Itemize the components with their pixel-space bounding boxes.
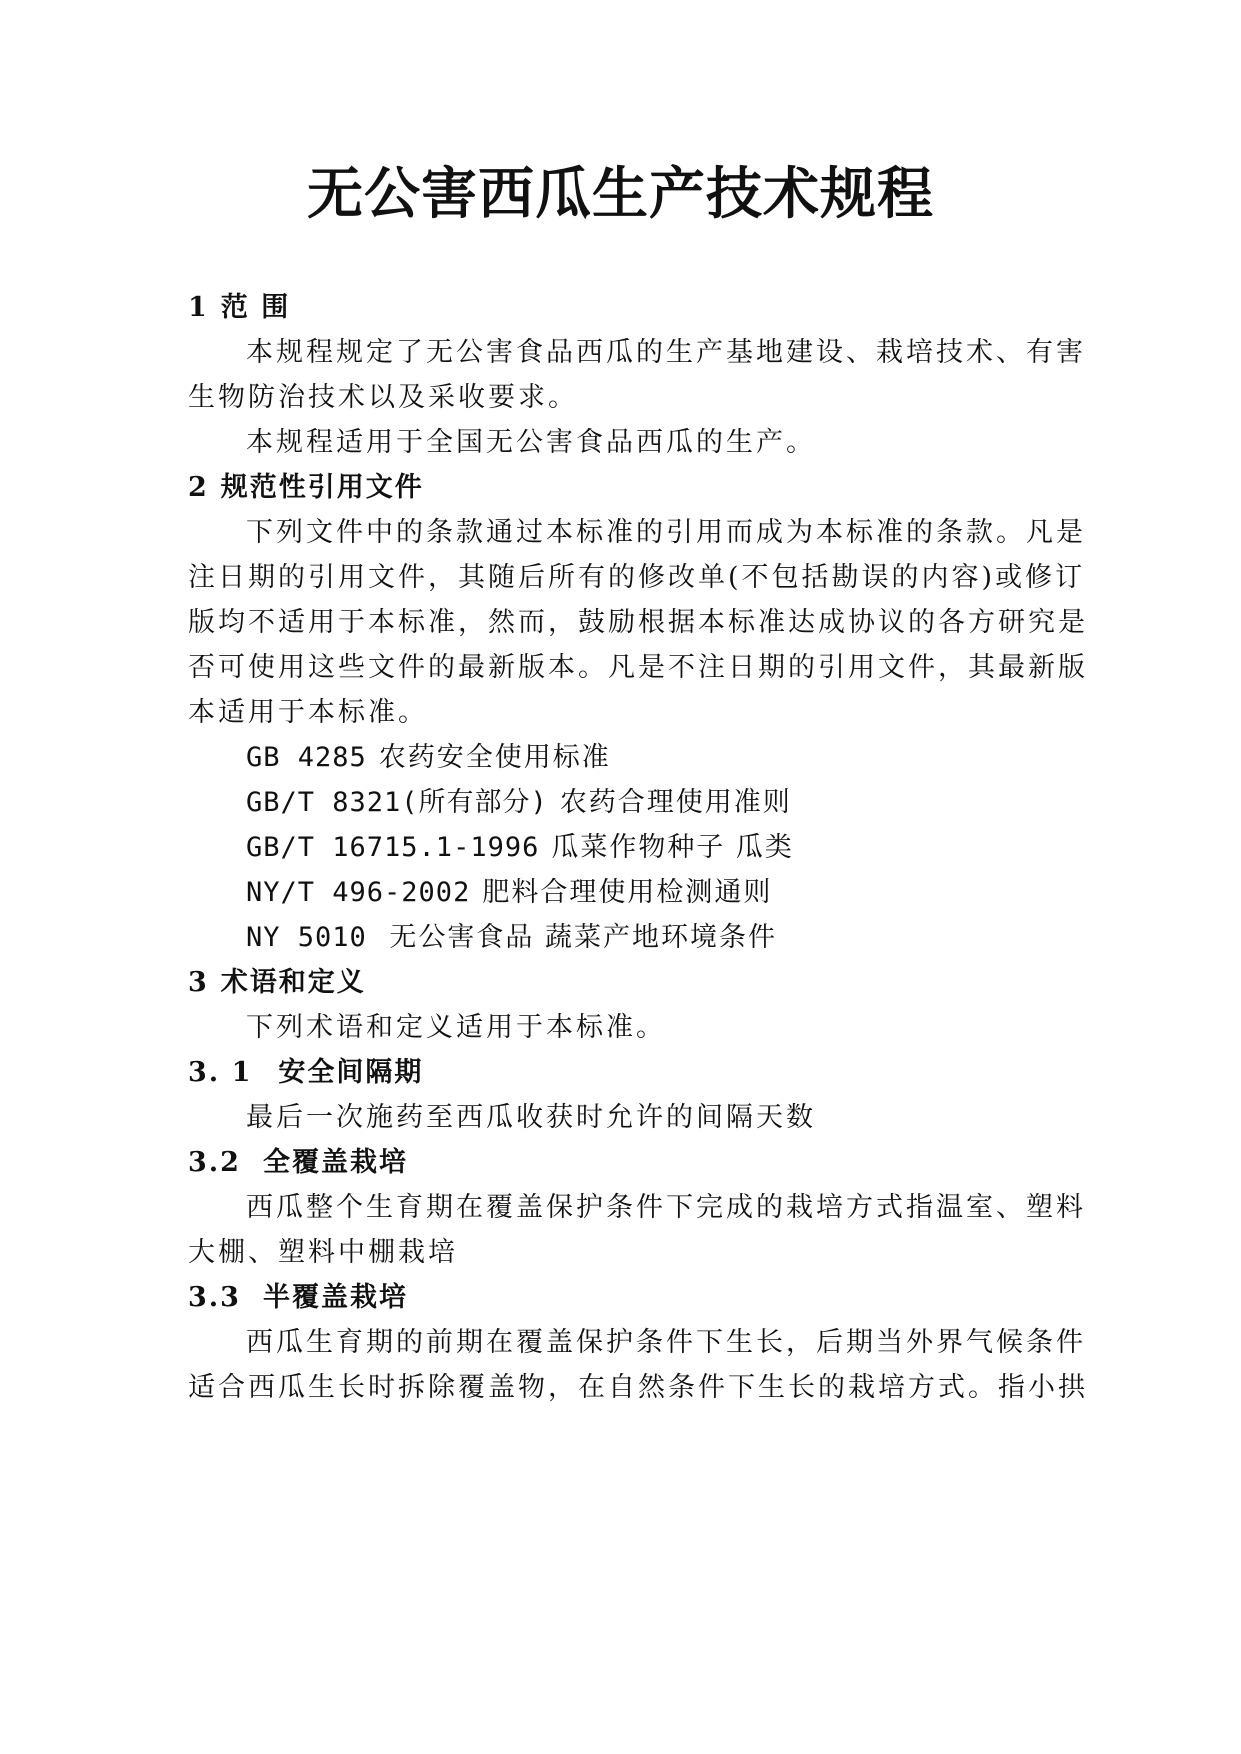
paragraph-line: 否可使用这些文件的最新版本。凡是不注日期的引用文件，其最新版 [188,652,1088,683]
reference-name: 农药合理使用准则 [559,787,792,818]
reference-name: 肥料合理使用检测通则 [482,877,773,908]
reference-item [246,918,1116,958]
subsection-number: 3. 1 [188,1057,253,1088]
paragraph-line: 适合西瓜生长时拆除覆盖物，在自然条件下生长的栽培方式。指小拱 [188,1372,1088,1403]
reference-item [246,783,1116,823]
document-title: 无公害西瓜生产技术规程 [307,162,934,227]
reference-name: 无公害食品 蔬菜产地环境条件 [378,922,777,953]
paragraph-line: 最后一次施药至西瓜收获时允许的间隔天数 [246,1102,816,1133]
section-2-heading [188,468,1058,508]
reference-item [246,738,1116,778]
section-3-heading [188,963,1058,1003]
section-1-heading [188,288,1058,328]
paragraph-line: 本规程适用于全国无公害食品西瓜的生产。 [246,427,816,458]
paragraph-line: 西瓜整个生育期在覆盖保护条件下完成的栽培方式指温室、塑料 [246,1192,1086,1223]
reference-item [246,873,1116,913]
reference-item [246,828,1116,868]
paragraph-line: 本规程规定了无公害食品西瓜的生产基地建设、栽培技术、有害 [246,337,1086,368]
subsection-title: 安全间隔期 [278,1057,424,1088]
paragraph-line: 版均不适用于本标准，然而，鼓励根据本标准达成协议的各方研究是 [188,607,1088,638]
section-title: 术语和定义 [220,967,366,998]
section-number: 3 [188,967,209,998]
paragraph-line: 西瓜生育期的前期在覆盖保护条件下生长，后期当外界气候条件 [246,1327,1086,1358]
subsection-3-2-heading [188,1143,1058,1183]
paragraph-line: 下列术语和定义适用于本标准。 [246,1012,666,1043]
section-number: 2 [188,472,209,503]
reference-code: GB 4285 [246,742,367,773]
reference-name: 瓜菜作物种子 瓜类 [551,832,794,863]
reference-code: GB/T 8321(所有部分) [246,787,548,818]
paragraph-line: 注日期的引用文件，其随后所有的修改单(不包括勘误的内容)或修订 [188,562,1086,593]
section-title: 规范性引用文件 [220,472,424,503]
subsection-title: 全覆盖栽培 [262,1147,408,1178]
reference-code: NY/T 496-2002 [246,877,471,908]
paragraph-line: 下列文件中的条款通过本标准的引用而成为本标准的条款。凡是 [246,517,1086,548]
paragraph-line: 本适用于本标准。 [188,697,428,728]
reference-code: GB/T 16715.1-1996 [246,832,540,863]
section-title: 范 围 [220,292,291,323]
subsection-3-3-heading [188,1278,1058,1318]
reference-name: 农药安全使用标准 [378,742,611,773]
subsection-number: 3.3 [188,1282,241,1313]
section-number: 1 [188,292,209,323]
reference-code: NY 5010 [246,922,367,953]
subsection-number: 3.2 [188,1147,241,1178]
subsection-title: 半覆盖栽培 [262,1282,408,1313]
subsection-3-1-heading [188,1053,1058,1093]
paragraph-line: 生物防治技术以及采收要求。 [188,382,578,413]
paragraph-line: 大棚、塑料中棚栽培 [188,1237,458,1268]
